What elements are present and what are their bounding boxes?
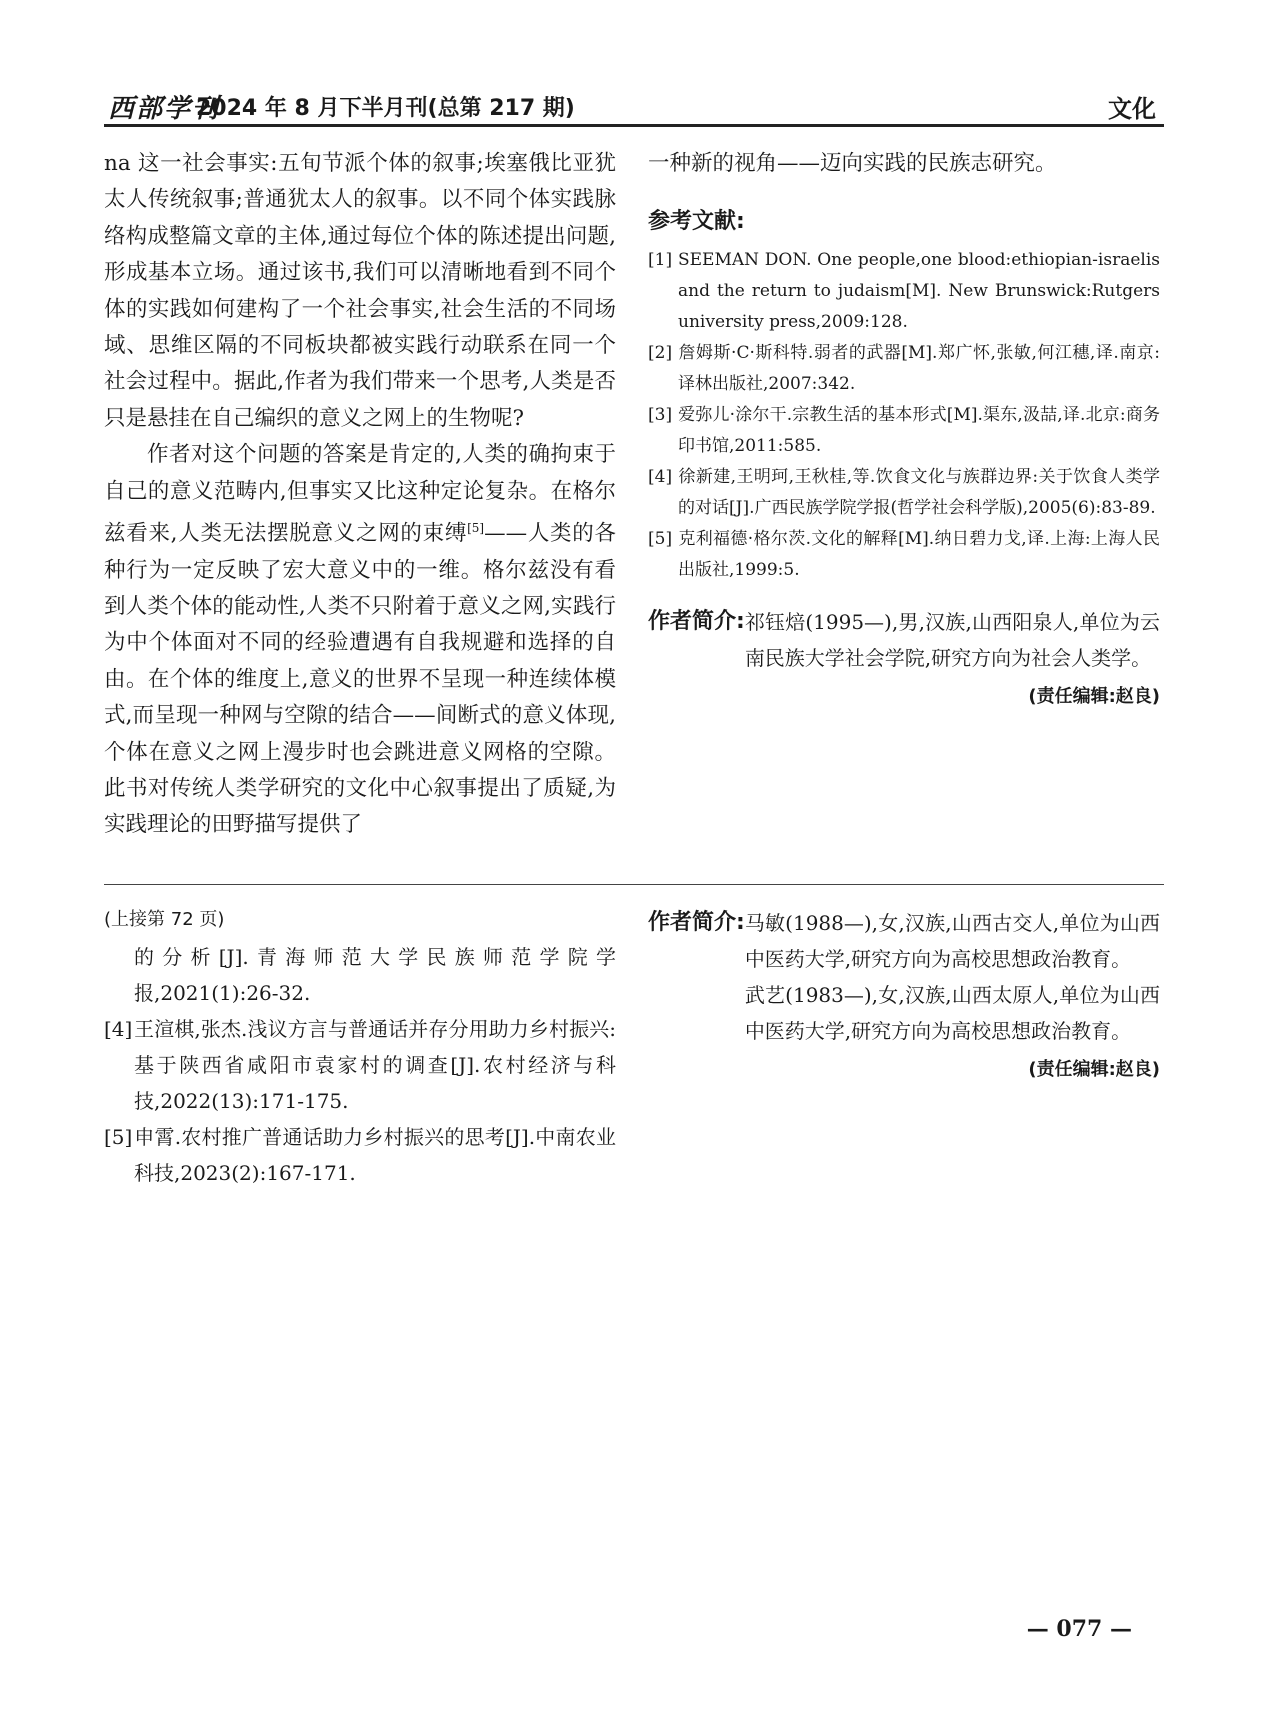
reference-label: [3] <box>648 405 673 426</box>
reference-text: 徐新建,王明珂,王秋桂,等.饮食文化与族群边界:关于饮食人类学的对话[J].广西民族学院学报(哲学社会科学版),2005(6):83-89. <box>678 467 1160 519</box>
article-text: ——人类的各种行为一定反映了宏大意义中的一维。格尔兹没有看到人类个体的能动性,人类不只附着于意义之网,实践行为中个体面对不同的经验遭遇有自我规避和选择的自由。在个体的维度上,意义的世界不呈现一种连续体模式,而呈现一种网与空隙的结合——间断式的意义体现,个体在意义之网上漫步时也会跳进意义网格的空隙。此书对传统人类学研究的文化中心叙事提出了质疑,为实践理论的田野描写提供了 <box>104 521 616 838</box>
article-text: 作者对这个问题的答案是肯定的,人类的确拘束于自己的意义范畴内,但事实又比这种定论复杂。在格尔兹看来,人类无法摆脱意义之网的束缚 <box>104 442 616 547</box>
citation-mark: [5] <box>467 521 485 536</box>
reference-label: [4] <box>648 467 673 488</box>
reference-label: [5] <box>104 1125 133 1149</box>
author-bio-text <box>745 905 1160 1049</box>
reference-item <box>648 524 1160 586</box>
reference-text: 爱弥儿·涂尔干.宗教生活的基本形式[M].渠东,汲喆,译.北京:商务印书馆,2011:585. <box>678 405 1160 457</box>
reference-label: [1] <box>648 250 673 271</box>
reference-item <box>648 462 1160 524</box>
article-column-right <box>648 146 1160 712</box>
references-list <box>648 245 1160 586</box>
continued-reference <box>104 1011 616 1119</box>
article-column-left <box>104 146 616 844</box>
reference-text: 申霄.农村推广普通话助力乡村振兴的思考[J].中南农业科技,2023(2):167-171. <box>134 1125 616 1185</box>
reference-item <box>648 338 1160 400</box>
author-bio-entry: 武艺(1983—),女,汉族,山西太原人,单位为山西中医药大学,研究方向为高校思想政治教育。 <box>744 983 1160 1043</box>
reference-text: SEEMAN DON. One people,one blood:ethiopian-israelis and the return to judaism[M]. New Brunswick:Rutgers university press,2009:128. <box>678 250 1160 333</box>
journal-logo: 西部学刊 <box>108 94 221 124</box>
reference-label: [2] <box>648 343 673 364</box>
continued-note: (上接第 72 页) <box>104 909 225 930</box>
responsible-editor: (责任编辑:赵良) <box>1028 1059 1160 1080</box>
continued-reference-tail: 的分析[J].青海师范大学民族师范学院学报,2021(1):26-32. <box>134 945 616 1005</box>
article-paragraph: 一种新的视角——迈向实践的民族志研究。 <box>648 151 1057 176</box>
author-bio-entry: 马敏(1988—),女,汉族,山西古交人,单位为山西中医药大学,研究方向为高校思想政治教育。 <box>744 911 1160 971</box>
author-bio-label: 作者简介: <box>648 910 745 935</box>
section-title: 文化 <box>1108 95 1156 123</box>
reference-text: 王渲棋,张杰.浅议方言与普通话并存分用助力乡村振兴:基于陕西省咸阳市袁家村的调查[J].农村经济与科技,2022(13):171-175. <box>134 1017 616 1113</box>
issue-info: 2024 年 8 月下半月刊(总第 217 期) <box>196 96 575 121</box>
responsible-editor: (责任编辑:赵良) <box>1028 686 1160 708</box>
author-bio-entry: 祁钰焙(1995—),男,汉族,山西阳泉人,单位为云南民族大学社会学院,研究方向为社会人类学。 <box>744 610 1160 671</box>
section-divider <box>104 884 1164 885</box>
article-paragraph: na 这一社会事实:五旬节派个体的叙事;埃塞俄比亚犹太人传统叙事;普通犹太人的叙事。以不同个体实践脉络构成整篇文章的主体,通过每位个体的陈述提出问题,形成基本立场。通过该书,我们可以清晰地看到不同个体的实践如何建构了一个社会事实,社会生活的不同场域、思维区隔的不同板块都被实践行动联系在同一个社会过程中。据此,作者为我们带来一个思考,人类是否只是悬挂在自己编织的意义之网上的生物呢? <box>104 151 616 431</box>
reference-label: [4] <box>104 1017 133 1041</box>
author-bio-2-column <box>648 905 1160 1085</box>
reference-text: 克利福德·格尔茨.文化的解释[M].纳日碧力戈,译.上海:上海人民出版社,1999:5. <box>678 529 1160 581</box>
author-bio <box>648 604 1160 676</box>
reference-item <box>648 400 1160 462</box>
author-bio-2 <box>648 905 1160 1049</box>
page-number: — 077 — <box>1026 1616 1132 1642</box>
references-title: 参考文献: <box>648 209 745 235</box>
continued-column <box>104 905 616 1191</box>
author-bio-label: 作者简介: <box>648 609 745 635</box>
reference-label: [5] <box>648 529 673 550</box>
header-rule <box>104 124 1164 127</box>
continued-reference <box>104 1119 616 1191</box>
reference-text: 詹姆斯·C·斯科特.弱者的武器[M].郑广怀,张敏,何江穗,译.南京:译林出版社,2007:342. <box>678 343 1160 395</box>
reference-item <box>648 245 1160 338</box>
article-paragraph <box>104 437 616 844</box>
author-bio-text <box>745 604 1160 676</box>
